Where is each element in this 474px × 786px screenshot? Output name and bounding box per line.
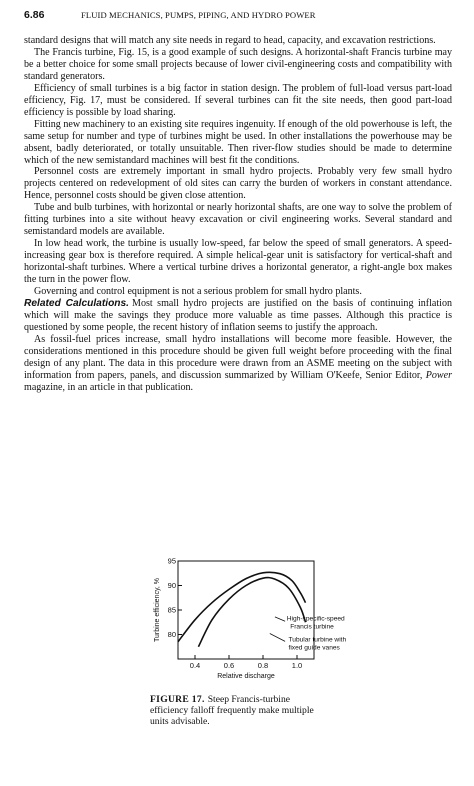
figure-label: FIGURE 17.: [150, 694, 205, 705]
caption-text: Steep Francis-turbine efficiency falloff frequently make multiple units advisable.: [150, 694, 314, 727]
paragraph: Fitting new machinery to an existing site requires ingenuity. If enough of the old powerhouse is left, the same setup for number and type of turbines might be used. In other installations the powerhouse may be absent, badly deteriorated, or totally unsuitable. Then river-flow studies should be made to determine which of the new semistandard machines will best fit the conditions.: [24, 118, 452, 166]
tubular-curve: [178, 572, 306, 641]
paragraph: [24, 334, 452, 394]
related-calculations-paragraph: [24, 298, 452, 334]
paragraph: standard designs that will match any site needs in regard to head, capacity, and excavation restrictions.: [24, 35, 436, 46]
y-tick-label: 95: [167, 556, 176, 566]
paragraph: Tube and bulb turbines, with horizontal or nearly horizontal shafts, are one way to solve the problem of fitting turbines into a site without heavy excavation or civil engineering works. Several standard and semistandard models are available.: [24, 202, 452, 238]
related-calculations-heading: Related Calculations.: [24, 297, 130, 309]
francis-label-line1: High-specific-speed: [286, 615, 345, 623]
tubular-leader-line: [270, 634, 285, 642]
x-tick-label: 0.8: [257, 661, 269, 670]
chart-svg: [142, 555, 347, 685]
running-head: FLUID MECHANICS, PUMPS, PIPING, AND HYDRO POWER: [81, 10, 316, 20]
efficiency-chart: [142, 555, 347, 685]
tubular-label-line2: fixed guide vanes: [288, 644, 340, 652]
magazine-title: Power: [425, 369, 452, 381]
y-tick-label: 85: [167, 605, 176, 615]
paragraph: Efficiency of small turbines is a big factor in station design. The problem of full-load versus part-load efficiency, Fig. 17, must be considered. If several turbines can fit the site needs, then good part-load efficiency is possible by load sharing.: [24, 82, 452, 118]
y-tick-label: 90: [167, 581, 176, 591]
y-axis-title: Turbine efficiency, %: [154, 577, 161, 643]
paragraph-text: magazine, in an article in that publication.: [24, 381, 194, 393]
francis-label-line2: Francis turbine: [290, 623, 334, 631]
page-header: [24, 9, 454, 23]
x-tick-label: 1.0: [291, 661, 303, 670]
tubular-label-line1: Tubular turbine with: [288, 636, 347, 644]
y-tick-label: 80: [167, 630, 176, 640]
paragraph-text: Most small hydro projects are justified on the basis of continuing inflation which will make the savings they produce more valuable as time passes. Although this practice is questioned by some people, the recent history of inflation seems to justify the approach.: [24, 297, 452, 333]
paragraph: The Francis turbine, Fig. 15, is a good example of such designs. A horizontal-shaft Francis turbine may be a better choice for some small projects because of lower civil-engineering costs and compatibility with standard generators.: [24, 46, 452, 82]
page-number: 6.86: [24, 9, 45, 21]
x-tick-label: 0.6: [223, 661, 235, 670]
paragraph-text: As fossil-fuel prices increase, small hydro installations will become more feasible. However, the considerations mentioned in this procedure should be given full weight before proceeding with the final design of any plant. The data in this procedure were drawn from an ASME meeting on the subject with information from papers, panels, and discussion summarized by William O'Keefe, Senior Editor,: [24, 333, 452, 381]
body-text: [24, 35, 452, 394]
paragraph: Personnel costs are extremely important in small hydro projects. Probably very few small hydro projects centered on redevelopment of old sites can carry the burden of workers in constant attendance. Hence, personnel costs should be given close attention.: [24, 166, 452, 202]
paragraph: In low head work, the turbine is usually low-speed, far below the speed of small generators. A speed-increasing gear box is therefore required. A simple helical-gear unit is satisfactory for vertical-shaft and horizontal-shaft turbines. Where a vertical turbine drives a horizontal generator, a right-angle box makes the turn in the power flow.: [24, 238, 452, 286]
francis-leader-line: [275, 617, 285, 621]
figure-caption: [150, 694, 328, 727]
x-tick-label: 0.4: [189, 661, 201, 670]
paragraph: Governing and control equipment is not a serious problem for small hydro plants.: [34, 286, 362, 298]
x-axis-title: Relative discharge: [217, 673, 275, 680]
